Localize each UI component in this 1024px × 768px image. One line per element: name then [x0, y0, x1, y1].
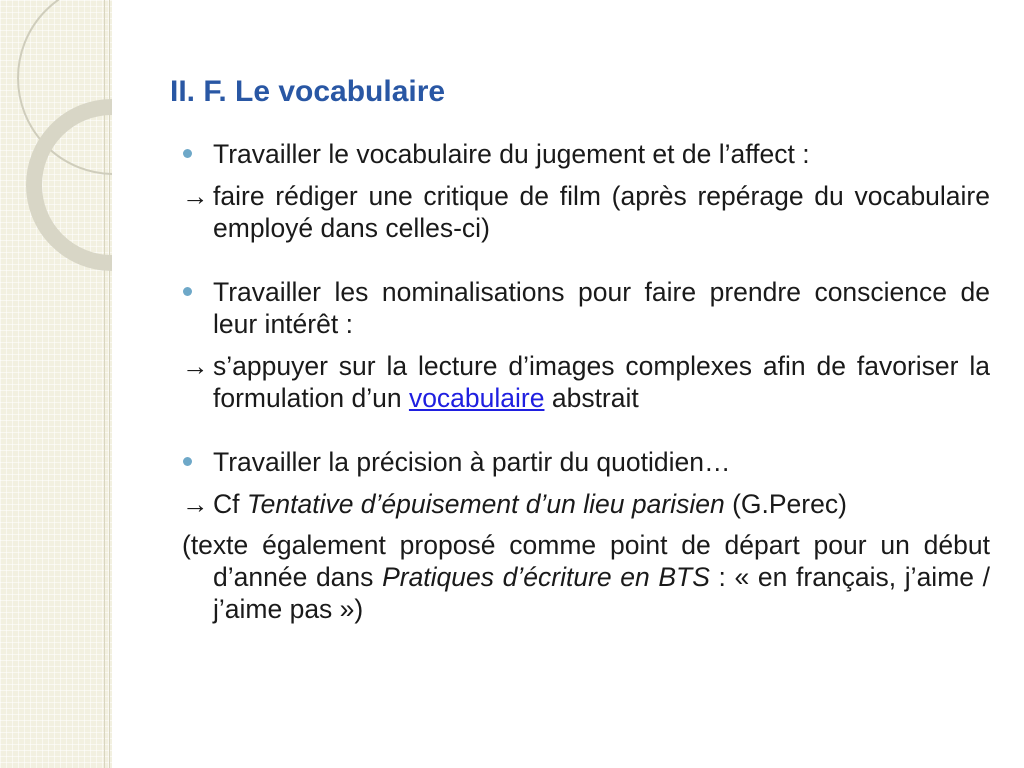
sub-text: faire rédiger une critique de film (après repérage du vocabulaire employé dans celles-ci) — [213, 181, 990, 243]
bullet-item — [182, 446, 990, 478]
note-paragraph — [182, 529, 990, 625]
arrow-icon: → — [182, 181, 209, 211]
bullet-text: Travailler les nominalisations pour faire prendre conscience de leur intérêt : — [213, 277, 990, 339]
slide-title: II. F. Le vocabulaire — [170, 75, 446, 108]
sub-text: (G.Perec) — [732, 489, 847, 519]
sub-item — [182, 488, 990, 520]
book-title: Tentative d’épuisement d’un lieu parisien — [246, 489, 725, 519]
bullet-icon — [183, 149, 192, 158]
arrow-icon: → — [182, 489, 209, 519]
vocabulaire-link[interactable]: vocabulaire — [408, 383, 545, 413]
note-text: : « en français, j’aime / j’aime pas ») — [213, 562, 990, 624]
sub-text: s’appuyer sur la lecture d’images complexes afin de favoriser la formulation d’un — [213, 351, 990, 413]
bullet-text: Travailler le vocabulaire du jugement et de l’affect : — [213, 139, 810, 169]
bullet-icon — [183, 457, 192, 466]
decorative-arcs — [0, 0, 112, 768]
sub-item — [182, 180, 990, 244]
arrow-icon: → — [182, 351, 209, 381]
note-text: (texte également proposé comme point de départ pour un début d’année dans — [182, 530, 990, 592]
book-title: Pratiques d’écriture en BTS — [382, 562, 710, 592]
sub-text: abstrait — [551, 383, 639, 413]
decorative-sidebar — [0, 0, 112, 768]
bullet-item — [182, 276, 990, 340]
sub-text: Cf — [213, 489, 240, 519]
bullet-text: Travailler la précision à partir du quotidien… — [213, 447, 731, 477]
bullet-item — [182, 138, 990, 170]
slide-content — [182, 138, 990, 625]
sub-item — [182, 350, 990, 414]
bullet-icon — [183, 287, 192, 296]
